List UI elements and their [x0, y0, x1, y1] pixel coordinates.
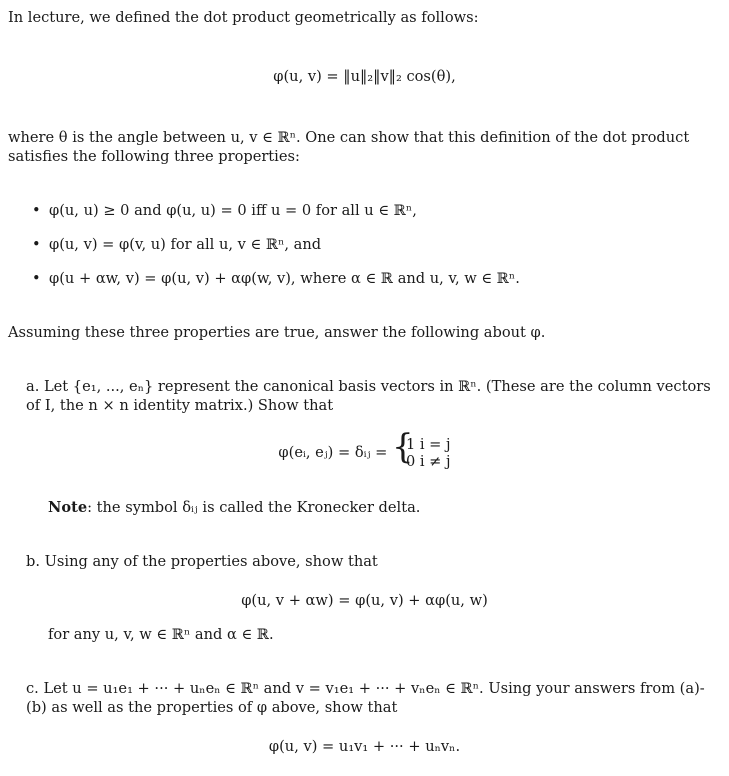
- kronecker-lhs: φ(eᵢ, eⱼ) = δᵢⱼ =: [278, 444, 388, 461]
- cases-block: [391, 427, 451, 470]
- part-b-text: b. Using any of the properties above, show that: [26, 553, 378, 570]
- intro-text: In lecture, we defined the dot product geometrically as follows:: [8, 9, 479, 26]
- where-text: where θ is the angle between u, v ∈ ℝⁿ. One can show that this definition of the dot product satisfies the following three properties:: [8, 129, 690, 165]
- property-item: [32, 202, 417, 219]
- part-c-equation: φ(u, v) = u₁v₁ + ··· + uₙvₙ.: [268, 738, 461, 755]
- part-b-equation: φ(u, v + αw) = φ(u, v) + αφ(u, w): [241, 592, 488, 609]
- brace-glyph: {: [391, 427, 414, 467]
- note-label: Note: [48, 499, 88, 516]
- case-not-equal: 0 i ≠ j: [405, 453, 451, 470]
- property-text: φ(u, v) = φ(v, u) for all u, v ∈ ℝⁿ, and: [49, 236, 322, 253]
- property-item: [32, 270, 520, 287]
- property-text: φ(u + αw, v) = φ(u, v) + αφ(w, v), where α ∈ ℝ and u, v, w ∈ ℝⁿ.: [49, 270, 520, 287]
- note-line: [48, 499, 420, 516]
- case-equal: 1 i = j: [405, 436, 451, 453]
- property-item: [32, 236, 321, 253]
- part-a-equation: [0, 427, 729, 470]
- assume-text: Assuming these three properties are true, answer the following about φ.: [8, 324, 546, 341]
- property-text: φ(u, u) ≥ 0 and φ(u, u) = 0 iff u = 0 for all u ∈ ℝⁿ,: [49, 202, 417, 219]
- note-text: : the symbol δᵢⱼ is called the Kronecker delta.: [87, 499, 421, 516]
- definition-equation: φ(u, v) = ‖u‖₂‖v‖₂ cos(θ),: [273, 68, 456, 85]
- part-b-tail: for any u, v, w ∈ ℝⁿ and α ∈ ℝ.: [48, 626, 274, 643]
- part-c-text: c. Let u = u₁e₁ + ··· + uₙeₙ ∈ ℝⁿ and v = v₁e₁ + ··· + vₙeₙ ∈ ℝⁿ. Using your answers from (a)-(b) as well as the properties of φ above, show that: [26, 680, 705, 716]
- part-a-text: a. Let {e₁, ..., eₙ} represent the canonical basis vectors in ℝⁿ. (These are the column vectors of I, the n × n identity matrix.) Show that: [26, 378, 711, 414]
